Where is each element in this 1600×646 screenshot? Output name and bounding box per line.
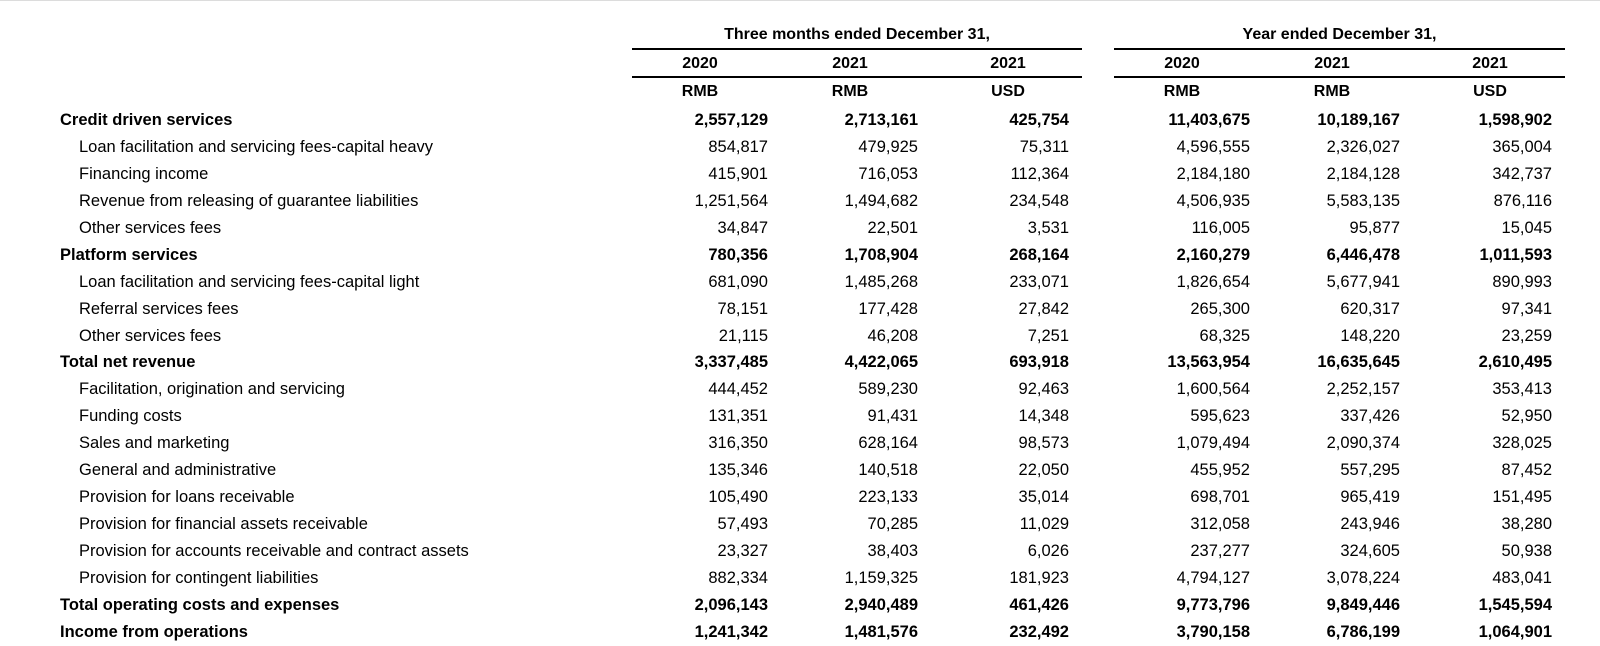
row-value: 87,452 [1501, 461, 1552, 480]
row-value: 148,220 [1340, 326, 1400, 345]
row-value: 105,490 [708, 488, 768, 507]
row-value: 268,164 [1009, 245, 1069, 264]
income-statement-table [0, 107, 1600, 646]
table-row [0, 296, 1600, 323]
rule-three-months-mid [632, 76, 1082, 78]
row-value: 21,115 [718, 326, 768, 345]
row-label: Other services fees [79, 326, 222, 345]
row-value: 78,151 [717, 299, 768, 318]
row-value: 265,300 [1190, 299, 1250, 318]
row-value: 243,946 [1340, 515, 1400, 534]
row-value: 50,938 [1501, 542, 1552, 560]
table-row [0, 242, 1600, 269]
row-value: 223,133 [858, 488, 918, 507]
row-value: 181,923 [1009, 568, 1069, 587]
row-value: 5,677,941 [1326, 272, 1400, 291]
row-value: 557,295 [1340, 461, 1400, 480]
row-value: 2,557,129 [694, 111, 768, 129]
row-value: 75,311 [1019, 137, 1069, 156]
row-value: 312,058 [1190, 515, 1250, 534]
row-label: Provision for financial assets receivable [79, 515, 368, 534]
header-currency-y-usd-2021: USD [1473, 83, 1507, 100]
table-row [0, 215, 1600, 242]
row-value: 131,351 [708, 407, 768, 426]
row-value: 681,090 [708, 272, 768, 291]
group-title-year: Year ended December 31, [1242, 26, 1437, 43]
row-value: 965,419 [1340, 488, 1400, 507]
row-value: 628,164 [858, 434, 918, 453]
row-value: 483,041 [1492, 568, 1552, 587]
table-row [0, 484, 1600, 511]
row-value: 716,053 [858, 164, 918, 183]
row-value: 2,184,180 [1176, 164, 1250, 183]
row-value: 620,317 [1340, 299, 1400, 318]
row-value: 1,545,594 [1478, 595, 1552, 614]
row-value: 5,583,135 [1326, 191, 1400, 210]
row-value: 23,327 [717, 542, 768, 560]
row-value: 1,826,654 [1176, 272, 1250, 291]
row-value: 2,940,489 [844, 595, 918, 614]
row-value: 444,452 [708, 380, 768, 399]
header-currency-q-rmb-2021: RMB [831, 83, 869, 100]
row-value: 135,346 [708, 461, 768, 480]
table-row [0, 161, 1600, 188]
row-value: 22,050 [1018, 461, 1069, 480]
row-value: 15,045 [1501, 218, 1552, 237]
row-value: 1,600,564 [1176, 380, 1250, 399]
table-row [0, 511, 1600, 538]
table-row [0, 269, 1600, 296]
row-value: 95,877 [1349, 218, 1400, 237]
table-row [0, 619, 1600, 646]
row-value: 342,737 [1492, 164, 1552, 183]
row-value: 14,348 [1018, 407, 1069, 426]
row-value: 2,610,495 [1478, 353, 1552, 372]
row-value: 328,025 [1492, 434, 1552, 453]
row-value: 1,241,342 [694, 622, 768, 641]
row-value: 6,446,478 [1326, 245, 1400, 264]
table-row [0, 430, 1600, 457]
row-label: Referral services fees [79, 299, 239, 318]
row-value: 780,356 [708, 245, 768, 264]
row-value: 177,428 [858, 299, 918, 318]
header-currency-y-rmb-2020: RMB [1163, 83, 1201, 100]
table-row [0, 188, 1600, 215]
header-year-y-2020: 2020 [1164, 55, 1200, 72]
row-value: 10,189,167 [1317, 111, 1400, 129]
row-value: 233,071 [1009, 272, 1069, 291]
row-value: 882,334 [708, 568, 768, 587]
row-value: 7,251 [1027, 326, 1069, 345]
header-currency-q-usd-2021: USD [991, 83, 1025, 100]
row-value: 2,326,027 [1326, 137, 1400, 156]
row-value: 2,160,279 [1176, 245, 1250, 264]
row-value: 461,426 [1009, 595, 1069, 614]
row-value: 876,116 [1493, 191, 1552, 210]
row-value: 57,493 [717, 515, 768, 534]
row-value: 38,280 [1501, 515, 1552, 534]
row-label: Credit driven services [60, 111, 233, 129]
row-value: 3,337,485 [694, 353, 768, 372]
table-row [0, 592, 1600, 619]
rule-year-mid [1114, 76, 1565, 78]
row-value: 234,548 [1009, 191, 1069, 210]
rule-three-months-top [632, 48, 1082, 50]
table-row [0, 565, 1600, 592]
row-value: 4,794,127 [1176, 568, 1250, 587]
row-label: Platform services [60, 245, 198, 264]
table-row [0, 538, 1600, 565]
row-value: 3,078,224 [1326, 568, 1400, 587]
row-value: 52,950 [1501, 407, 1552, 426]
row-value: 425,754 [1009, 111, 1069, 129]
row-label: Loan facilitation and servicing fees-capital heavy [79, 137, 434, 156]
row-value: 68,325 [1199, 326, 1250, 345]
header-year-q-2020: 2020 [682, 55, 718, 72]
row-value: 324,605 [1340, 542, 1400, 560]
row-label: Provision for accounts receivable and contract assets [79, 542, 469, 560]
row-value: 6,026 [1027, 542, 1069, 560]
row-label: Sales and marketing [79, 434, 230, 453]
row-label: Income from operations [60, 622, 248, 641]
row-value: 1,011,593 [1479, 245, 1552, 264]
row-value: 237,277 [1190, 542, 1250, 560]
table-row [0, 323, 1600, 350]
row-value: 337,426 [1340, 407, 1400, 426]
group-title-three-months: Three months ended December 31, [724, 26, 990, 43]
row-value: 11,403,675 [1168, 111, 1250, 129]
row-value: 4,506,935 [1176, 191, 1250, 210]
row-value: 353,413 [1492, 380, 1552, 399]
row-value: 11,029 [1019, 515, 1069, 534]
row-value: 595,623 [1190, 407, 1250, 426]
row-value: 27,842 [1018, 299, 1069, 318]
row-value: 9,849,446 [1326, 595, 1400, 614]
row-value: 316,350 [708, 434, 768, 453]
row-value: 1,064,901 [1478, 622, 1552, 641]
row-value: 693,918 [1009, 353, 1069, 372]
row-value: 3,531 [1027, 218, 1069, 237]
header-year-q-2021-usd: 2021 [990, 55, 1026, 72]
row-value: 1,485,268 [844, 272, 918, 291]
row-label: Total operating costs and expenses [60, 595, 340, 614]
header-currency-q-rmb-2020: RMB [681, 83, 719, 100]
table-row [0, 107, 1600, 134]
row-value: 4,422,065 [844, 353, 918, 372]
row-label: Loan facilitation and servicing fees-capital light [79, 272, 420, 291]
row-value: 9,773,796 [1176, 595, 1250, 614]
row-value: 1,494,682 [844, 191, 918, 210]
row-value: 2,090,374 [1326, 434, 1400, 453]
row-value: 3,790,158 [1176, 622, 1250, 641]
row-label: Other services fees [79, 218, 222, 237]
row-value: 854,817 [708, 137, 768, 156]
row-value: 1,598,902 [1478, 111, 1552, 129]
row-value: 232,492 [1009, 622, 1069, 641]
row-value: 6,786,199 [1326, 622, 1400, 641]
table-row [0, 134, 1600, 161]
row-value: 589,230 [858, 380, 918, 399]
row-label: Financing income [79, 164, 209, 183]
row-value: 70,285 [867, 515, 918, 534]
row-value: 112,364 [1010, 164, 1069, 183]
row-value: 34,847 [717, 218, 768, 237]
table-row [0, 349, 1600, 376]
row-value: 479,925 [858, 137, 918, 156]
table-row [0, 403, 1600, 430]
row-value: 365,004 [1492, 137, 1552, 156]
table-row [0, 376, 1600, 403]
row-value: 2,096,143 [694, 595, 768, 614]
row-value: 455,952 [1190, 461, 1250, 480]
row-value: 16,635,645 [1317, 353, 1400, 372]
row-value: 415,901 [708, 164, 768, 183]
row-value: 1,159,325 [844, 568, 918, 587]
row-value: 13,563,954 [1167, 353, 1250, 372]
header-currency-y-rmb-2021: RMB [1313, 83, 1351, 100]
row-value: 46,208 [867, 326, 918, 345]
row-label: General and administrative [79, 461, 277, 480]
row-label: Revenue from releasing of guarantee liabilities [79, 191, 419, 210]
row-label: Provision for loans receivable [79, 488, 295, 507]
row-value: 151,495 [1492, 488, 1552, 507]
row-value: 92,463 [1018, 380, 1069, 399]
row-value: 1,079,494 [1176, 434, 1250, 453]
header-year-y-2021: 2021 [1314, 55, 1350, 72]
row-value: 4,596,555 [1176, 137, 1250, 156]
row-value: 2,184,128 [1326, 164, 1400, 183]
row-value: 116,005 [1191, 218, 1250, 237]
row-value: 22,501 [867, 218, 918, 237]
row-value: 140,518 [858, 461, 918, 480]
header-year-y-2021-usd: 2021 [1472, 55, 1508, 72]
row-value: 1,481,576 [844, 622, 918, 641]
row-value: 35,014 [1018, 488, 1069, 507]
table-row [0, 457, 1600, 484]
row-value: 38,403 [867, 542, 918, 560]
row-value: 1,251,564 [694, 191, 768, 210]
row-value: 91,431 [867, 407, 918, 426]
row-label: Total net revenue [60, 353, 196, 372]
row-value: 98,573 [1018, 434, 1069, 453]
rule-year-top [1114, 48, 1565, 50]
row-value: 97,341 [1501, 299, 1552, 318]
row-label: Funding costs [79, 407, 182, 426]
row-value: 698,701 [1190, 488, 1250, 507]
row-value: 2,713,161 [844, 111, 918, 129]
header-year-q-2021: 2021 [832, 55, 868, 72]
row-label: Provision for contingent liabilities [79, 568, 319, 587]
row-label: Facilitation, origination and servicing [79, 380, 345, 399]
row-value: 23,259 [1501, 326, 1552, 345]
row-value: 2,252,157 [1326, 380, 1400, 399]
row-value: 1,708,904 [844, 245, 918, 264]
top-border [0, 0, 1600, 1]
row-value: 890,993 [1492, 272, 1552, 291]
